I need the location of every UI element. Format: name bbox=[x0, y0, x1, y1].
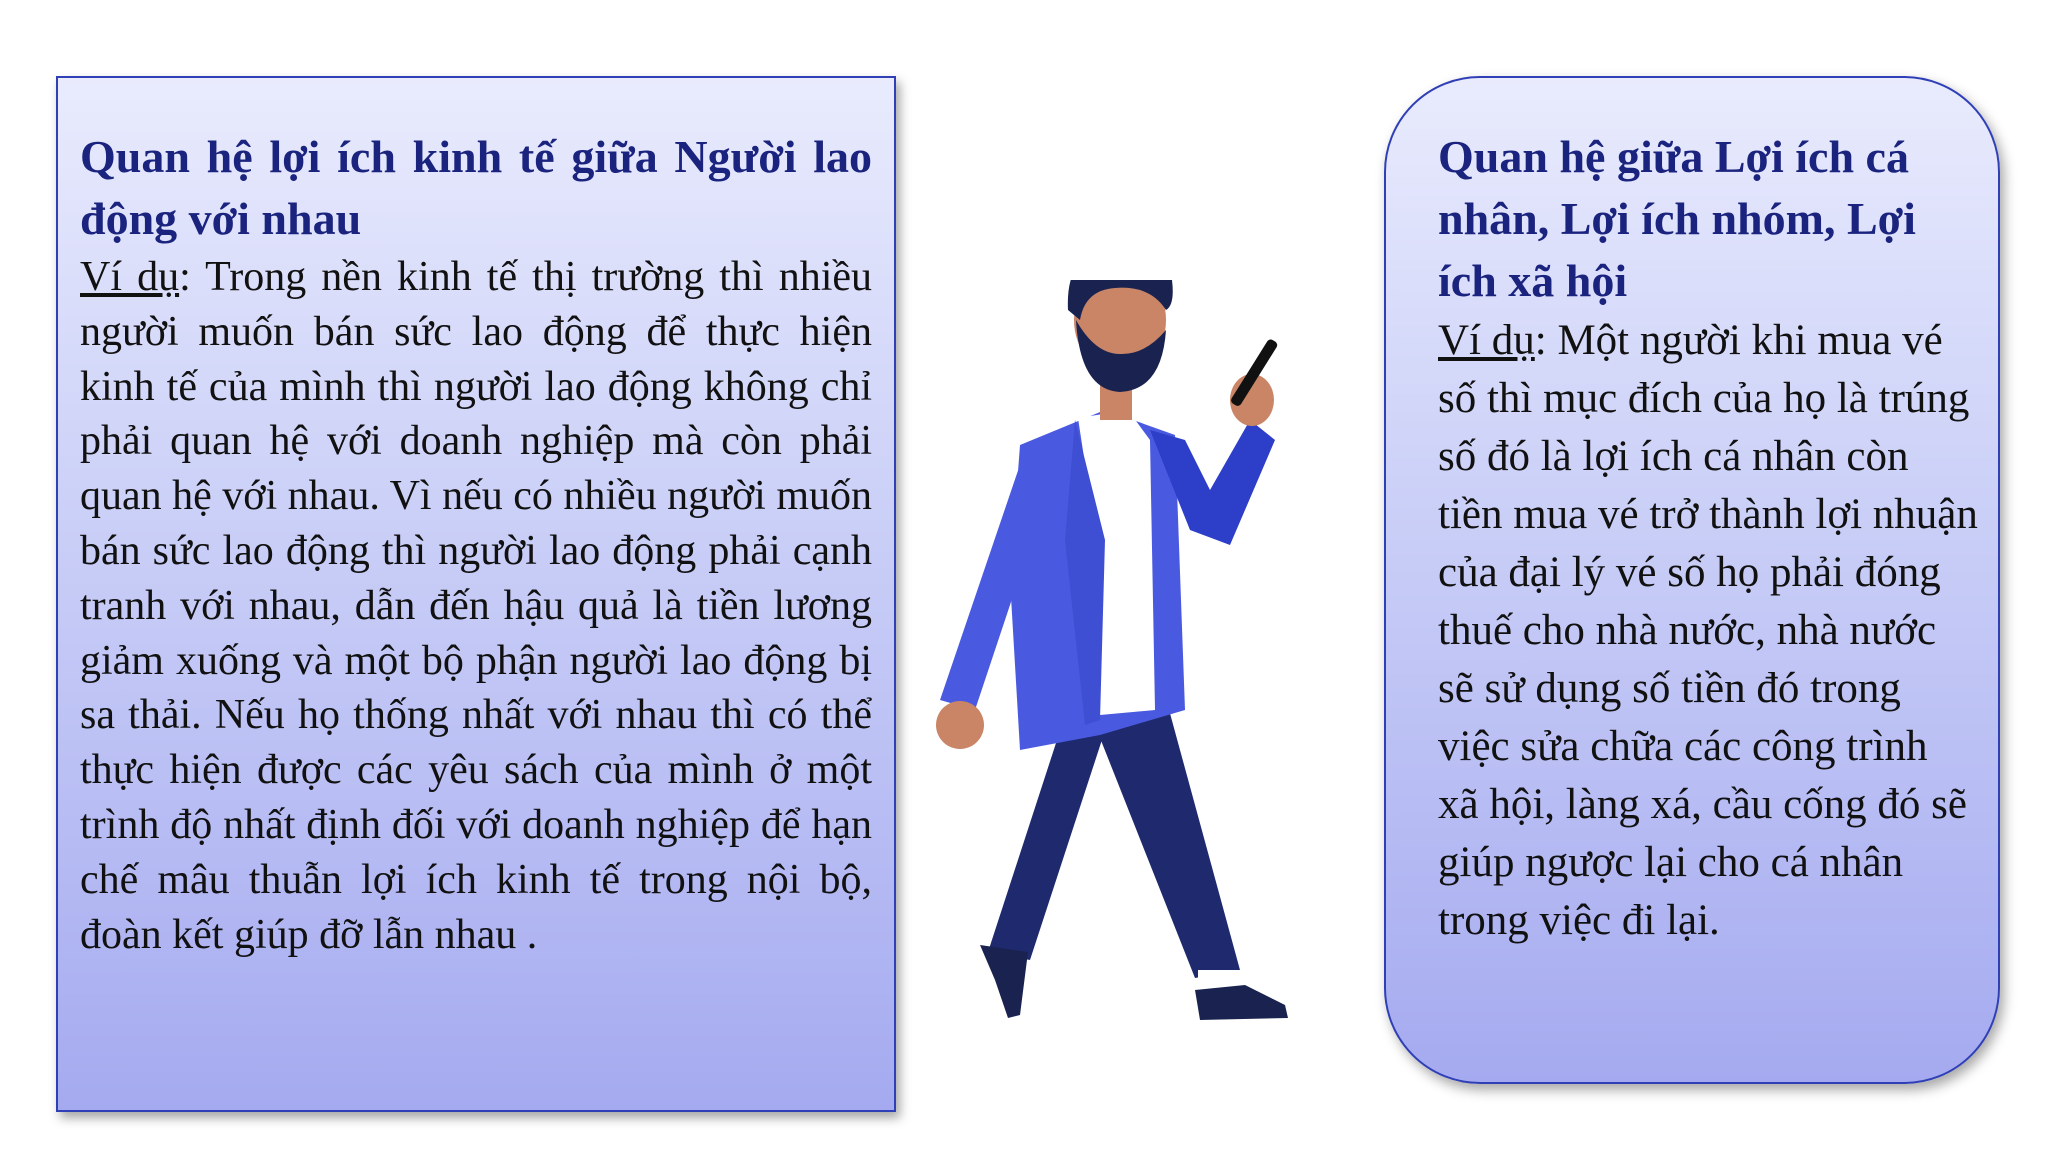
left-box-body bbox=[80, 250, 872, 962]
right-box-title: Quan hệ giữa Lợi ích cá nhân, Lợi ích nhóm, Lợi ích xã hội bbox=[1438, 131, 1916, 306]
right-example-text: : Một người khi mua vé số thì mục đích của họ là trúng số đó là lợi ích cá nhân còn tiền mua vé trở thành lợi nhuận của đại lý vé số họ phải đóng thuế cho nhà nước, nhà nước sẽ sử dụng số tiền đó trong việc sửa chữa các công trình xã hội, làng xá, cầu cống đó sẽ giúp ngược lại cho cá nhân trong việc đi lại. bbox=[1438, 317, 1978, 944]
walking-man-with-phone-icon bbox=[900, 280, 1320, 1060]
front-leg bbox=[1085, 695, 1240, 978]
left-text-box bbox=[56, 76, 896, 1112]
right-box-body bbox=[1438, 312, 1978, 950]
back-shoe bbox=[980, 945, 1028, 1018]
left-example-label: Ví dụ bbox=[80, 254, 180, 300]
right-text-box bbox=[1384, 76, 2000, 1084]
left-example-text: : Trong nền kinh tế thị trường thì nhiều người muốn bán sức lao động để thực hiện kinh tế của mình thì người lao động không chỉ phải quan hệ với doanh nghiệp mà còn phải quan hệ với nhau. Vì nếu có nhiều người muốn bán sức lao động thì người lao động phải cạnh tranh với nhau, dẫn đến hậu quả là tiền lương giảm xuống và một bộ phận người lao động bị sa thải. Nếu họ thống nhất với nhau thì có thể thực hiện được các yêu sách của mình ở một trình độ nhất định đối với doanh nghiệp để hạn chế mâu thuẫn lợi ích kinh tế trong nội bộ, đoàn kết giúp đỡ lẫn nhau . bbox=[80, 254, 873, 958]
front-shoe bbox=[1195, 985, 1288, 1020]
back-hand bbox=[936, 701, 984, 749]
right-example-label: Ví dụ bbox=[1438, 317, 1535, 364]
left-box-title: Quan hệ lợi ích kinh tế giữa Người lao động với nhau bbox=[80, 131, 872, 244]
